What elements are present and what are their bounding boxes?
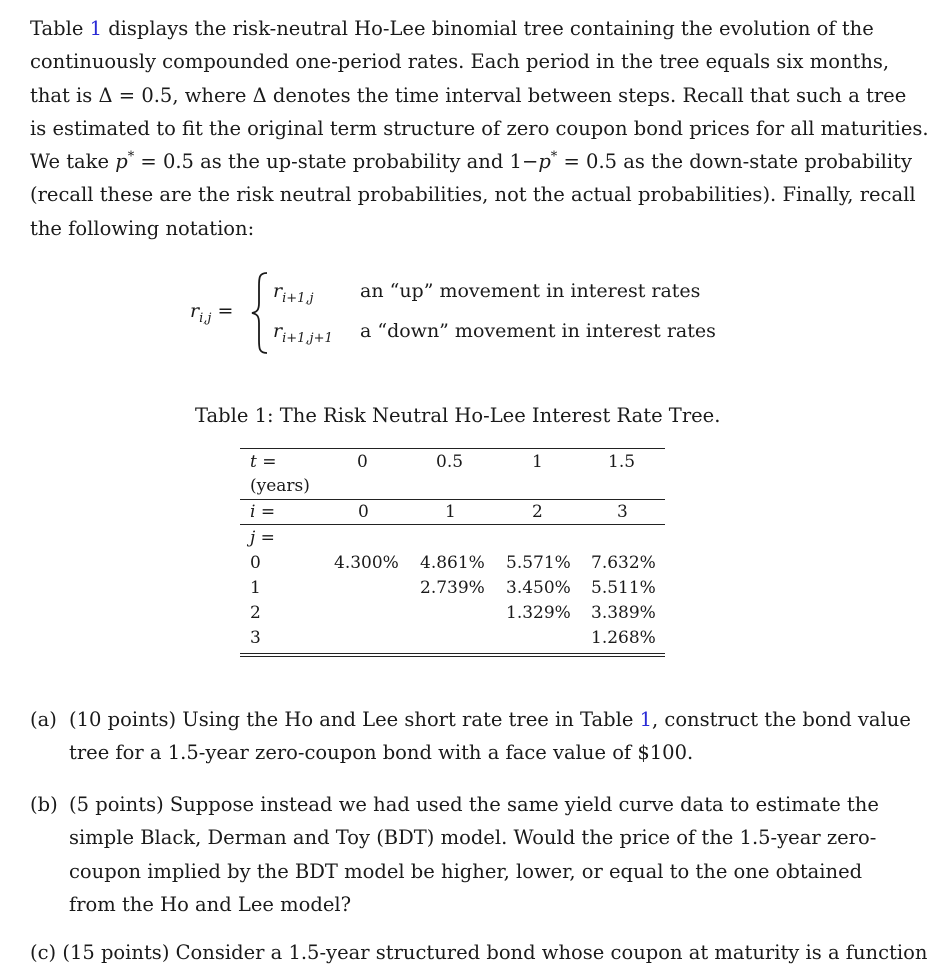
j-index: 3	[250, 628, 261, 648]
ho-lee-rate-table	[240, 448, 665, 658]
down-case-description: a “down” movement in interest rates	[360, 320, 716, 342]
top-rule	[240, 448, 665, 449]
rate-cell: 3.389%	[591, 603, 656, 623]
i-value: 0	[358, 502, 369, 522]
rate-cell: 3.450%	[506, 578, 571, 598]
table-reference-link[interactable]: 1	[639, 708, 652, 731]
header-rule-1	[240, 499, 665, 500]
t-value: 0.5	[436, 452, 464, 472]
intro-line-4: is estimated to fit the original term structure of zero coupon bond prices for all maturities.	[30, 116, 929, 140]
intro-line-1: Table 1 displays the risk-neutral Ho-Lee binomial tree containing the evolution of the	[30, 17, 874, 40]
table-reference-link[interactable]: 1	[89, 17, 102, 40]
bottom-rule-1	[240, 653, 665, 654]
question-c-partial: (c) (15 points) Consider a 1.5-year structured bond whose coupon at maturity is a function	[30, 941, 928, 964]
rate-cell: 4.300%	[334, 553, 399, 573]
t-value: 1	[532, 452, 543, 472]
i-value: 3	[617, 502, 628, 522]
table-caption: Table 1: The Risk Neutral Ho-Lee Interest Rate Tree.	[195, 404, 721, 427]
j-index: 1	[250, 578, 261, 598]
notation-equation	[190, 270, 750, 360]
rate-cell: 7.632%	[591, 553, 656, 573]
up-case-description: an “up” movement in interest rates	[360, 280, 701, 302]
left-brace	[250, 270, 270, 356]
j-index: 2	[250, 603, 261, 623]
intro-line-3: that is Δ = 0.5, where Δ denotes the time interval between steps. Recall that such a tree	[30, 83, 907, 107]
down-case-rate: $r_{i+1,j+1}$	[273, 320, 333, 346]
delta-equation: Δ = 0.5	[98, 83, 173, 107]
delta-symbol: Δ	[252, 83, 267, 107]
t-value: 1.5	[608, 452, 636, 472]
question-a-body: (10 points) Using the Ho and Lee short rate tree in Table 1, construct the bond value tree for a 1.5-year zero-coupon bond with a face value of $100.	[69, 708, 911, 765]
rate-cell: 4.861%	[420, 553, 485, 573]
years-label: (years)	[250, 476, 310, 496]
rate-cell: 1.268%	[591, 628, 656, 648]
t-label: t =	[250, 452, 277, 472]
intro-line-7: the following notation:	[30, 216, 255, 240]
t-value: 0	[357, 452, 368, 472]
rate-cell: 5.511%	[591, 578, 656, 598]
question-a-label: (a)	[30, 708, 57, 731]
header-rule-2	[240, 524, 665, 525]
intro-paragraph	[30, 12, 929, 245]
question-b-label: (b)	[30, 793, 58, 816]
rate-cell: 1.329%	[506, 603, 571, 623]
up-case-rate: $r_{i+1,j}$	[273, 280, 314, 306]
intro-line-5: We take p* = 0.5 as the up-state probability and 1−p* = 0.5 as the down-state probability	[30, 149, 913, 174]
i-value: 1	[445, 502, 456, 522]
rate-cell: 2.739%	[420, 578, 485, 598]
i-label: i =	[250, 502, 276, 522]
equation-lhs: $r_{i,j}$ =	[190, 300, 234, 326]
j-index: 0	[250, 553, 261, 573]
intro-line-6: (recall these are the risk neutral probabilities, not the actual probabilities). Finally, recall	[30, 183, 916, 207]
question-b-body: (5 points) Suppose instead we had used the same yield curve data to estimate the simple Black, Derman and Toy (BDT) model. Would the price of the 1.5-year zero- coupon implied by the BDT model be higher, lower, or equal to the one obtained from the Ho and Lee model?	[69, 793, 879, 916]
intro-line-2: continuously compounded one-period rates. Each period in the tree equals six months,	[30, 50, 890, 74]
bottom-rule-2	[240, 656, 665, 657]
j-label: j =	[250, 528, 275, 548]
rate-cell: 5.571%	[506, 553, 571, 573]
i-value: 2	[532, 502, 543, 522]
